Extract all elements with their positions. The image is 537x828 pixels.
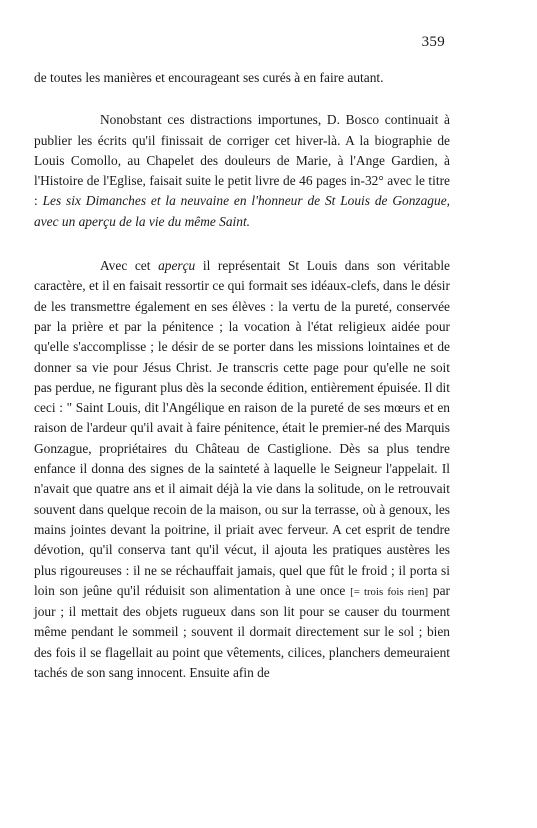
paragraph-gap — [34, 88, 450, 110]
paragraph-saint-louis-end: par jour ; il mettait des objets rugueux dans son lit pour se causer du tourment même pendant le sommeil ; souvent il dormait directement sur le sol ; bien des fois il se flagellait au point que vêtements, cilices, planchers demeuraient tachés de son sang innocent. Ensuite afin de — [34, 582, 450, 681]
paragraph-saint-louis — [34, 256, 450, 683]
paragraph-publications-text: Nonobstant ces distractions importunes, D. Bosco continuait à publier les écrits qu'il finissait de corriger cet hiver-là. A la biographie de Louis Comollo, au Chapelet des douleurs de Marie, à l'Ange Gardien, à l'Histoire de l'Eglise, faisait suite le petit livre de 46 pages in-32° avec le titre : — [34, 112, 450, 209]
page-number: 359 — [421, 34, 445, 50]
body-text — [34, 68, 450, 683]
paragraph-publications — [34, 110, 450, 232]
paragraph-gap — [34, 232, 450, 256]
paragraph-saint-louis-body: il représentait St Louis dans son véritable caractère, et il en faisait ressortir ce qui formait ses idéaux-clefs, dans le désir de les transmettre également en ses élèves : la vertu de la pureté, conservée par la prière et par la pénitence ; la vocation à l'état religieux aidée pour qu'elle s'accomplisse ; le désir de se porter dans les missions lointaines et de donner sa vie pour Jésus Christ. Je transcris cette page pour qu'elle ne soit pas perdue, ne figurant plus dès la seconde édition, entièrement épuisée. Il dit ceci : " Saint Louis, dit l'Angélique en raison de la pureté de ses mœurs et en raison de l'ardeur qu'il avait à faire pénitence, était le premier-né des Marquis Gonzague, propriétaires du Château de Castiglione. Dès sa plus tendre enfance il donna des signes de la sainteté à laquelle le Seigneur l'appelait. Il n'avait que quatre ans et il aimait déjà la vie dans la solitude, on le retrouvait souvent dans quelque recoin de la maison, ou sur la terrasse, où à genoux, les mains jointes devant la poitrine, il priait avec ferveur. A cet esprit de tendre dévotion, qu'il conserva tant qu'il vécut, il ajouta les pratiques austères les plus rigoureuses : il ne se réchauffait jamais, quel que fût le froid ; il porta si loin son jeûne qu'il réduisit son alimentation à une once — [34, 258, 450, 598]
apercu-term: aperçu — [158, 258, 196, 274]
paragraph-saint-louis-intro: Avec cet — [100, 258, 159, 274]
editorial-insert: [= trois fois rien] — [350, 585, 429, 598]
book-title: Les six Dimanches et la neuvaine en l'honneur de St Louis de Gonzague, avec un aperçu de la vie du même Saint. — [34, 193, 450, 229]
paragraph-continuation: de toutes les manières et encourageant ses curés à en faire autant. — [34, 70, 384, 85]
